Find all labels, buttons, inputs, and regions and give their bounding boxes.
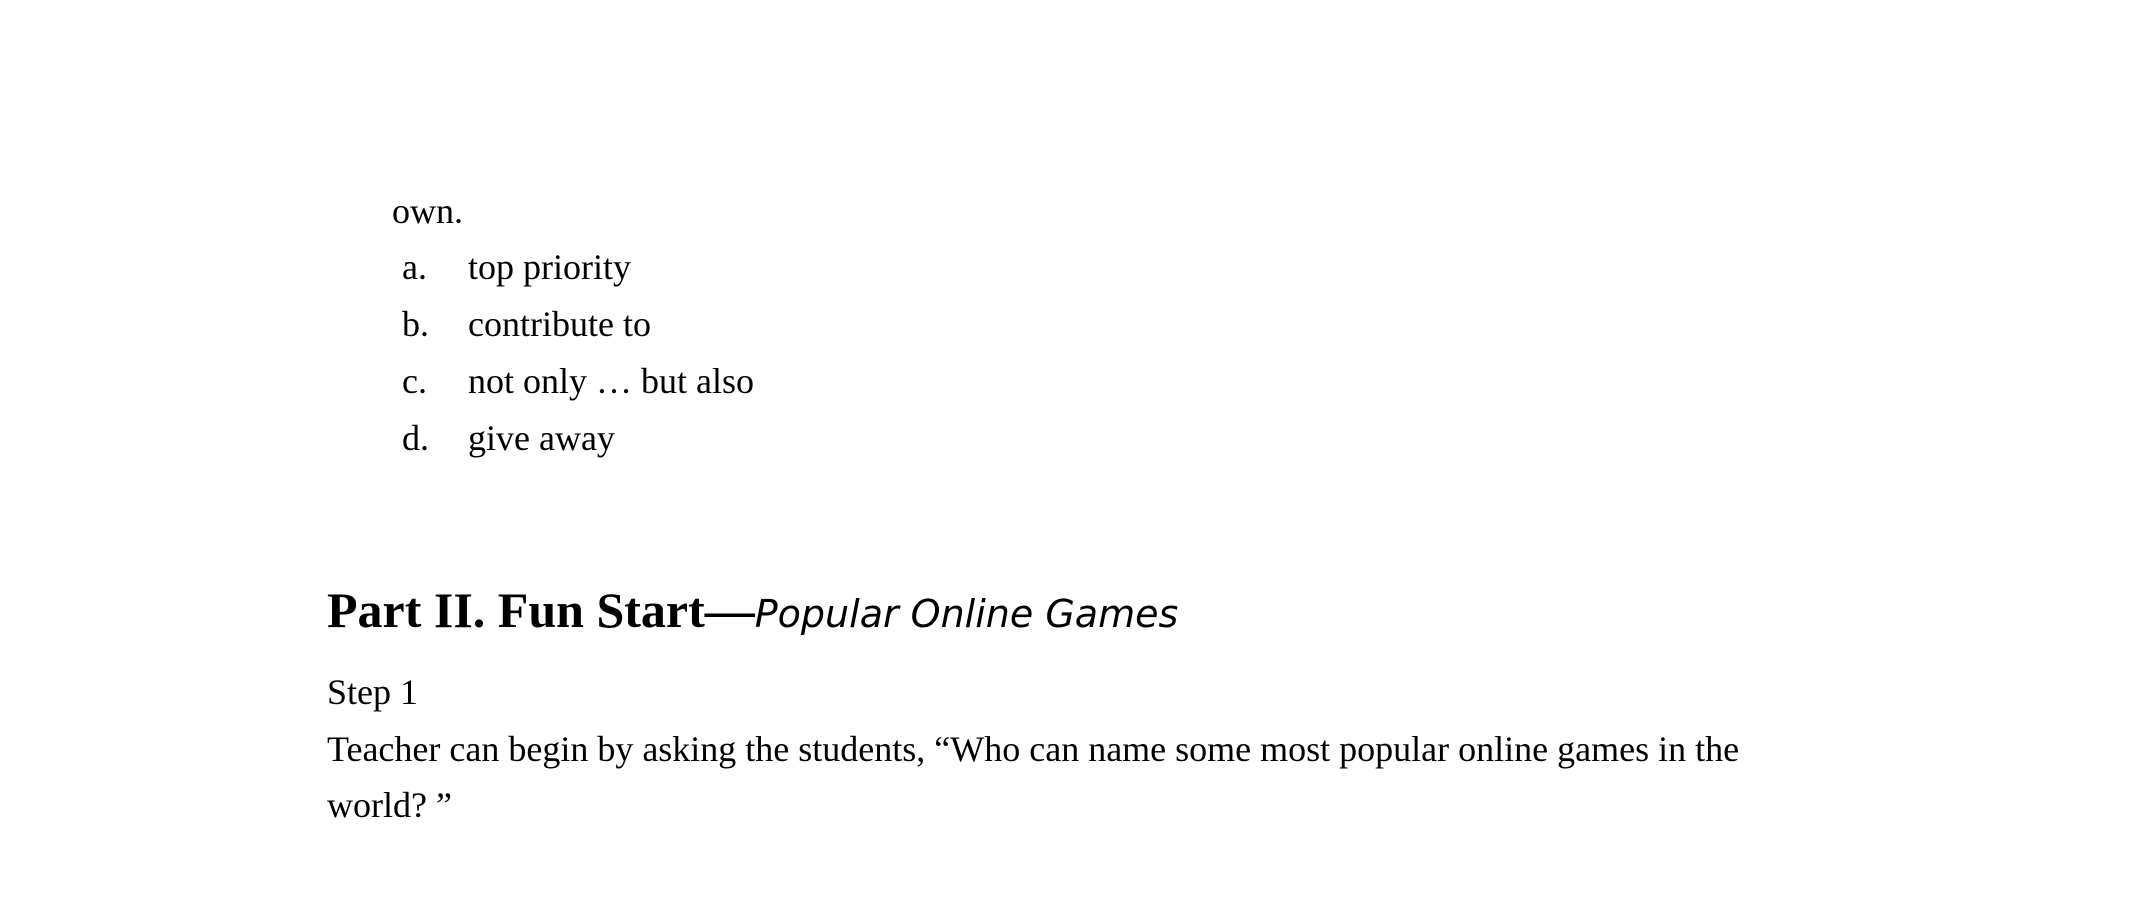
section-heading — [327, 580, 1178, 653]
heading-dash: — — [704, 582, 755, 638]
option-letter: b. — [402, 304, 429, 344]
option-letter: c. — [402, 361, 427, 401]
continuation-text: own. — [392, 191, 463, 231]
heading-subtitle: Popular Online Games — [754, 592, 1179, 636]
paragraph-line-1: Teacher can begin by asking the students, “Who can name some most popular online games in the — [327, 729, 1740, 769]
step-label: Step 1 — [327, 672, 419, 712]
option-letter: d. — [402, 418, 429, 458]
option-text: give away — [468, 418, 615, 458]
option-text: top priority — [468, 247, 631, 287]
paragraph-line-2: world? ” — [327, 785, 452, 825]
option-text: not only … but also — [468, 361, 754, 401]
option-text: contribute to — [468, 304, 651, 344]
option-letter: a. — [402, 247, 427, 287]
heading-title: Part II. Fun Start — [327, 582, 705, 638]
